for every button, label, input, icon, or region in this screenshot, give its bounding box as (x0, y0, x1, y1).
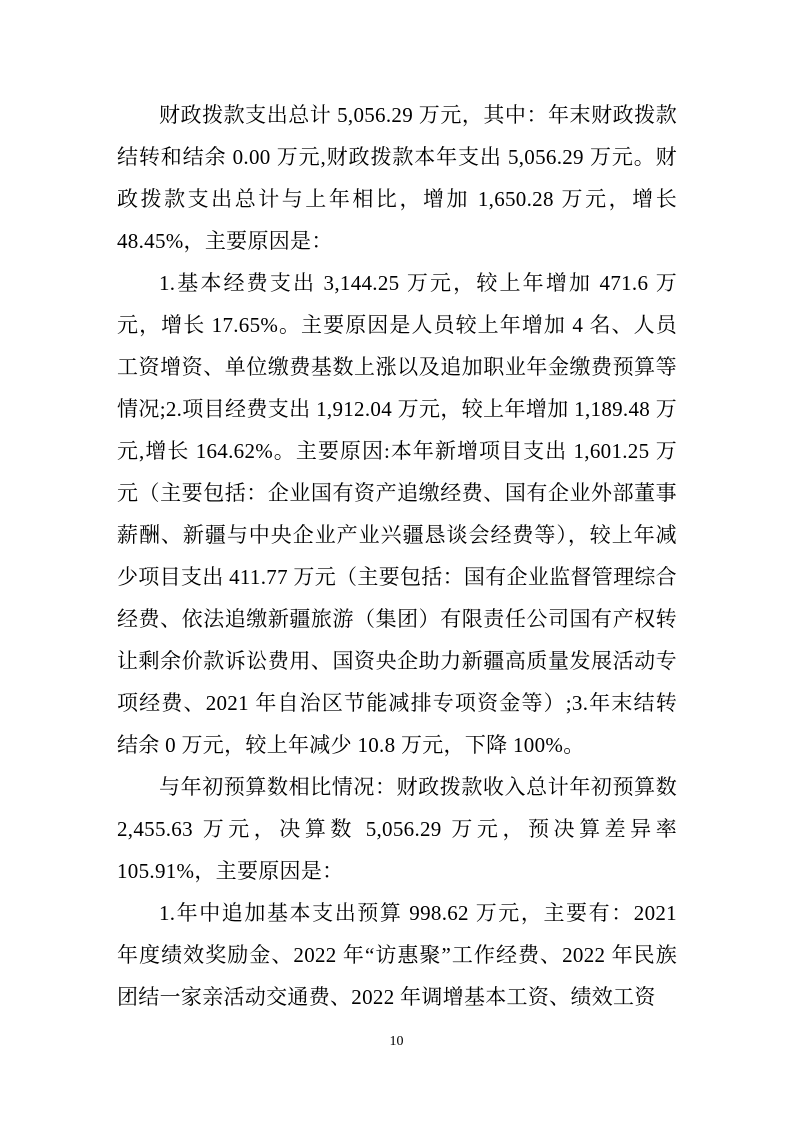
document-body (117, 94, 677, 1018)
paragraph-midyear-budget-addition: 1.年中追加基本支出预算 998.62 万元，主要有：2021 年度绩效奖励金、2022 年“访惠聚”工作经费、2022 年民族团结一家亲活动交通费、2022 年调增基本工资、绩效工资 (117, 901, 677, 1009)
paragraph-budget-comparison: 与年初预算数相比情况：财政拨款收入总计年初预算数 2,455.63 万元，决算数 5,056.29 万元，预决算差异率 105.91%，主要原因是： (117, 775, 677, 883)
page-number: 10 (389, 1034, 404, 1049)
paragraph-expenditure-breakdown: 1.基本经费支出 3,144.25 万元，较上年增加 471.6 万元，增长 17.65%。主要原因是人员较上年增加 4 名、人员工资增资、单位缴费基数上涨以及追加职业年金缴费预算等情况;2.项目经费支出 1,912.04 万元，较上年增加 1,189.48 万元,增长 164.62%。主要原因:本年新增项目支出 1,601.25 万元（主要包括：企业国有资产追缴经费、国有企业外部董事薪酬、新疆与中央企业产业兴疆恳谈会经费等），较上年减少项目支出 411.77 万元（主要包括：国有企业监督管理综合经费、依法追缴新疆旅游（集团）有限责任公司国有产权转让剩余价款诉讼费用、国资央企助力新疆高质量发展活动专项经费、2021 年自治区节能减排专项资金等）;3.年末结转结余 0 万元，较上年减少 10.8 万元，下降 100%。 (117, 271, 677, 757)
paragraph-fiscal-expenditure-total: 财政拨款支出总计 5,056.29 万元，其中：年末财政拨款结转和结余 0.00 万元,财政拨款本年支出 5,056.29 万元。财政拨款支出总计与上年相比，增加 1,650.28 万元，增长 48.45%，主要原因是： (117, 103, 677, 253)
